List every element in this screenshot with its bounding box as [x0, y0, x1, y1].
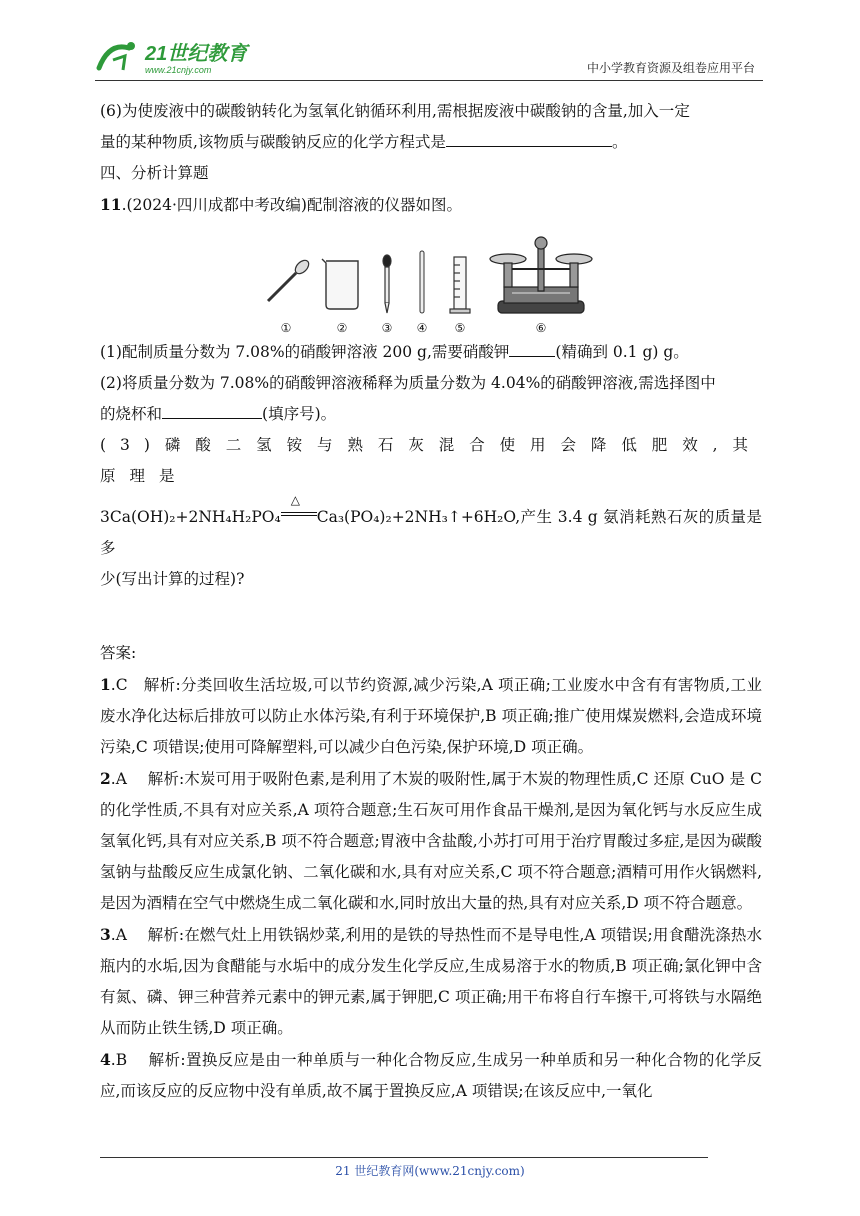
label-1: ① [280, 321, 292, 335]
q6-answer-blank [446, 128, 612, 147]
answer-2-text: .A 解析:木炭可用于吸附色素,是利用了木炭的吸附性,属于木炭的物理性质,C 还原 CuO 是 C 的化学性质,不具有对应关系,A 项符合题意;生石灰可用作食品干燥剂,是因为氧化钙与水反应生成氢氧化钙,具有对应关系,B 项不符合题意;胃液中含盐酸,小苏打可用于治疗胃酸过多症,是因为碳酸氢钠与盐酸反应生成氯化钠、二氧化碳和水,具有对应关系,C 项不符合题意;酒精可用作火锅燃料,是因为酒精在空气中燃烧生成二氧化碳和水,同时放出大量的热,具有对应关系,D 项不符合题意。 [100, 770, 762, 912]
section-title: 四、分析计算题 [100, 164, 209, 182]
answer-4 [100, 1044, 762, 1107]
q11-part-3: (3)磷酸二氢铵与熟石灰混合使用会降低肥效,其原理是 [100, 436, 762, 485]
label-6: ⑥ [535, 321, 547, 335]
spoon-icon [268, 258, 311, 301]
q6-text-c: 。 [611, 133, 628, 151]
platform-name: 中小学教育资源及组卷应用平台 [586, 61, 755, 75]
equation-right: Ca₃(PO₄)₂+2NH₃↑+6H₂O,产生 3.4 g 氨消耗熟石灰的质量是多 [100, 508, 762, 557]
equation-arrow [281, 493, 317, 526]
label-2: ② [336, 321, 348, 335]
logo-subtext: www.21cnjy.com [145, 65, 212, 75]
answer-4-text: .B 解析:置换反应是由一种单质与一种化合物反应,生成另一种单质和另一种化合物的化学反应,而该反应的反应物中没有单质,故不属于置换反应,A 项错误;在该反应中,一氧化 [100, 1051, 762, 1100]
instrument-figure [100, 221, 762, 337]
q11-p3-tail: 少(写出计算的过程)? [100, 570, 245, 588]
logo-text: 21世纪教育 [145, 43, 248, 65]
q6-text-b: 量的某种物质,该物质与碳酸钠反应的化学方程式是 [100, 133, 446, 151]
q6-text-a: (6)为使废液中的碳酸钠转化为氢氧化钠循环利用,需根据废液中碳酸钠的含量,加入一定 [100, 102, 690, 120]
q11-part-2 [100, 368, 762, 430]
answers-title: 答案: [100, 644, 137, 662]
q11-intro-text: .(2024·四川成都中考改编)配制溶液的仪器如图。 [121, 196, 462, 214]
answer-4-number: 4 [100, 1050, 111, 1069]
question-11-intro [100, 189, 762, 221]
question-6 [100, 96, 762, 158]
graduated-cylinder-icon [450, 257, 470, 313]
answer-1 [100, 669, 762, 763]
answer-3 [100, 919, 762, 1044]
label-3: ③ [381, 321, 393, 335]
heat-condition: △ [290, 493, 300, 507]
q11-p2-tail: (填序号)。 [262, 405, 337, 423]
dropper-icon [383, 255, 391, 313]
q11-p2-text-b: 的烧杯和 [100, 405, 163, 423]
answer-2-number: 2 [100, 769, 111, 788]
answer-2 [100, 763, 762, 919]
page-footer: 21 世纪教育网(www.21cnjy.com) [335, 1164, 525, 1178]
q11-p1-text: (1)配制质量分数为 7.08%的硝酸钾溶液 200 g,需要硝酸钾 [100, 343, 510, 361]
answer-1-number: 1 [100, 675, 111, 694]
site-logo [95, 38, 265, 78]
page-content [100, 96, 762, 1107]
page-header [95, 38, 763, 81]
footer-divider [100, 1157, 708, 1158]
q11-p2-text: (2)将质量分数为 7.08%的硝酸钾溶液稀释为质量分数为 4.04%的硝酸钾溶液,需选择图中 [100, 374, 716, 392]
glass-rod-icon [420, 251, 424, 313]
q11-p1-tail: (精确到 0.1 g) g。 [555, 343, 689, 361]
q11-equation [100, 493, 762, 595]
balance-scale-icon [490, 237, 592, 313]
equation-left: 3Ca(OH)₂+2NH₄H₂PO₄ [100, 508, 281, 526]
answer-3-text: .A 解析:在燃气灶上用铁锅炒菜,利用的是铁的导热性而不是导电性,A 项错误;用食醋洗涤热水瓶内的水垢,因为食醋能与水垢中的成分发生化学反应,生成易溶于水的物质,B 项正确;氯化钾中含有氮、磷、钾三种营养元素中的钾元素,属于钾肥,C 项正确;用干布将自行车擦干,可将铁与水隔绝从而防止铁生锈,D 项正确。 [100, 926, 762, 1037]
label-5: ⑤ [454, 321, 466, 335]
beaker-icon [322, 259, 358, 309]
q11-p2-blank [162, 400, 262, 419]
label-4: ④ [416, 321, 428, 335]
answer-1-text: .C 解析:分类回收生活垃圾,可以节约资源,减少污染,A 项正确;工业废水中含有有害物质,工业废水净化达标后排放可以防止水体污染,有利于环境保护,B 项正确;推广使用煤炭燃料,会造成环境污染,C 项错误;使用可降解塑料,可以减少白色污染,保护环境,D 项正确。 [100, 676, 762, 756]
answer-3-number: 3 [100, 925, 111, 944]
q11-number: 11 [100, 195, 122, 214]
